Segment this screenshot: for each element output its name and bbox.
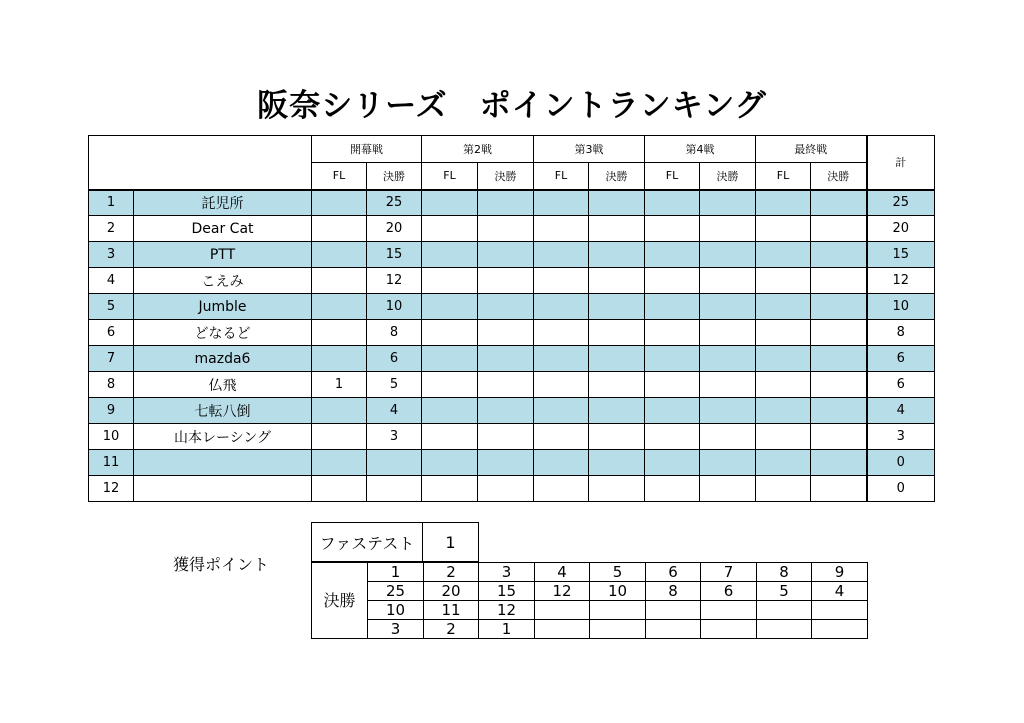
empty-cell	[534, 398, 589, 424]
team-name-cell: 山本レーシング	[134, 424, 312, 450]
empty-cell	[700, 476, 756, 502]
empty-cell	[756, 294, 811, 320]
empty-cell	[811, 424, 867, 450]
ranking-table	[88, 135, 935, 502]
points-cell: 4	[812, 582, 868, 601]
empty-cell	[811, 268, 867, 294]
empty-cell	[811, 450, 867, 476]
final-cell: 15	[367, 242, 422, 268]
table-row	[89, 398, 935, 424]
rank-cell: 3	[89, 242, 134, 268]
total-cell: 10	[867, 294, 935, 320]
round-header: 最終戦	[756, 136, 867, 163]
points-row	[312, 582, 868, 601]
empty-cell	[811, 190, 867, 216]
final-cell	[367, 450, 422, 476]
position-cell: 8	[757, 563, 812, 582]
final-cell: 5	[367, 372, 422, 398]
empty-cell	[422, 398, 478, 424]
total-cell: 6	[867, 372, 935, 398]
empty-cell	[534, 242, 589, 268]
rank-cell: 8	[89, 372, 134, 398]
empty-cell	[478, 476, 534, 502]
team-name-cell: どなるど	[134, 320, 312, 346]
rank-cell: 2	[89, 216, 134, 242]
table-row	[89, 346, 935, 372]
empty-cell	[756, 346, 811, 372]
points-cell	[757, 620, 812, 639]
fl-cell	[312, 216, 367, 242]
final-subheader: 決勝	[478, 163, 534, 190]
fl-cell	[312, 294, 367, 320]
empty-cell	[589, 216, 645, 242]
position-cell: 2	[424, 563, 479, 582]
empty-cell	[422, 346, 478, 372]
empty-cell	[534, 476, 589, 502]
final-cell: 10	[367, 294, 422, 320]
position-cell: 7	[701, 563, 757, 582]
empty-cell	[811, 476, 867, 502]
team-name-cell: 七転八倒	[134, 398, 312, 424]
team-name-cell: 託児所	[134, 190, 312, 216]
fl-cell	[312, 476, 367, 502]
position-cell: 6	[646, 563, 701, 582]
empty-cell	[756, 450, 811, 476]
fl-subheader: FL	[756, 163, 811, 190]
empty-cell	[756, 372, 811, 398]
empty-cell	[645, 450, 700, 476]
rank-cell: 12	[89, 476, 134, 502]
empty-cell	[756, 424, 811, 450]
empty-cell	[645, 372, 700, 398]
empty-cell	[422, 216, 478, 242]
empty-cell	[534, 424, 589, 450]
empty-cell	[534, 294, 589, 320]
final-cell: 12	[367, 268, 422, 294]
points-cell: 20	[424, 582, 479, 601]
final-points-table	[311, 562, 868, 639]
rank-cell: 11	[89, 450, 134, 476]
final-subheader: 決勝	[367, 163, 422, 190]
total-cell: 3	[867, 424, 935, 450]
team-name-cell: PTT	[134, 242, 312, 268]
empty-cell	[700, 398, 756, 424]
empty-cell	[422, 242, 478, 268]
total-header: 計	[867, 136, 935, 190]
points-row	[312, 620, 868, 639]
empty-cell	[478, 320, 534, 346]
empty-cell	[422, 190, 478, 216]
final-subheader: 決勝	[589, 163, 645, 190]
empty-cell	[811, 398, 867, 424]
points-label: 獲得ポイント	[173, 555, 270, 574]
team-name-cell	[134, 450, 312, 476]
empty-cell	[589, 398, 645, 424]
points-cell	[535, 620, 590, 639]
empty-cell	[645, 346, 700, 372]
final-cell: 4	[367, 398, 422, 424]
fl-cell	[312, 320, 367, 346]
position-cell: 4	[535, 563, 590, 582]
points-cell	[757, 601, 812, 620]
final-cell	[367, 476, 422, 502]
fastest-label: ファステスト	[312, 523, 423, 562]
empty-cell	[811, 346, 867, 372]
empty-cell	[700, 372, 756, 398]
team-name-cell	[134, 476, 312, 502]
team-name-cell: Dear Cat	[134, 216, 312, 242]
points-cell: 1	[479, 620, 535, 639]
empty-cell	[811, 372, 867, 398]
fl-subheader: FL	[645, 163, 700, 190]
points-cell	[701, 620, 757, 639]
header-blank	[89, 136, 312, 190]
empty-cell	[478, 398, 534, 424]
fastest-value: 1	[423, 523, 479, 562]
empty-cell	[700, 294, 756, 320]
table-row	[89, 450, 935, 476]
empty-cell	[589, 268, 645, 294]
empty-cell	[811, 242, 867, 268]
table-row	[89, 190, 935, 216]
rank-cell: 9	[89, 398, 134, 424]
fl-subheader: FL	[422, 163, 478, 190]
total-cell: 8	[867, 320, 935, 346]
fl-subheader: FL	[534, 163, 589, 190]
empty-cell	[700, 190, 756, 216]
empty-cell	[700, 242, 756, 268]
position-cell: 9	[812, 563, 868, 582]
total-cell: 12	[867, 268, 935, 294]
total-cell: 20	[867, 216, 935, 242]
empty-cell	[422, 424, 478, 450]
final-cell: 8	[367, 320, 422, 346]
fl-cell: 1	[312, 372, 367, 398]
points-cell: 11	[424, 601, 479, 620]
empty-cell	[756, 216, 811, 242]
empty-cell	[589, 242, 645, 268]
fastest-points-table	[311, 522, 479, 562]
total-cell: 6	[867, 346, 935, 372]
empty-cell	[534, 320, 589, 346]
round-header: 第3戦	[534, 136, 645, 163]
empty-cell	[422, 294, 478, 320]
points-row	[312, 601, 868, 620]
table-row	[89, 268, 935, 294]
empty-cell	[756, 320, 811, 346]
total-cell: 0	[867, 476, 935, 502]
total-cell: 4	[867, 398, 935, 424]
final-subheader: 決勝	[811, 163, 867, 190]
empty-cell	[478, 268, 534, 294]
rank-cell: 4	[89, 268, 134, 294]
fl-cell	[312, 398, 367, 424]
empty-cell	[534, 450, 589, 476]
empty-cell	[478, 190, 534, 216]
fl-cell	[312, 242, 367, 268]
empty-cell	[811, 294, 867, 320]
final-subheader: 決勝	[700, 163, 756, 190]
rank-cell: 6	[89, 320, 134, 346]
empty-cell	[756, 476, 811, 502]
points-cell	[812, 620, 868, 639]
table-row	[89, 424, 935, 450]
empty-cell	[589, 346, 645, 372]
empty-cell	[756, 242, 811, 268]
empty-cell	[645, 190, 700, 216]
empty-cell	[534, 346, 589, 372]
empty-cell	[645, 294, 700, 320]
table-row	[89, 320, 935, 346]
empty-cell	[756, 268, 811, 294]
team-name-cell: こえみ	[134, 268, 312, 294]
round-header: 第4戦	[645, 136, 756, 163]
points-cell	[535, 601, 590, 620]
points-cell	[646, 601, 701, 620]
points-cell: 8	[646, 582, 701, 601]
final-points-label: 決勝	[312, 563, 368, 639]
empty-cell	[589, 424, 645, 450]
empty-cell	[478, 450, 534, 476]
empty-cell	[645, 398, 700, 424]
empty-cell	[589, 372, 645, 398]
empty-cell	[645, 242, 700, 268]
points-cell: 12	[535, 582, 590, 601]
table-row	[89, 372, 935, 398]
points-cell	[590, 601, 646, 620]
final-cell: 6	[367, 346, 422, 372]
rank-cell: 5	[89, 294, 134, 320]
empty-cell	[589, 320, 645, 346]
empty-cell	[478, 424, 534, 450]
final-cell: 3	[367, 424, 422, 450]
rank-cell: 10	[89, 424, 134, 450]
team-name-cell: Jumble	[134, 294, 312, 320]
team-name-cell: mazda6	[134, 346, 312, 372]
empty-cell	[534, 190, 589, 216]
points-cell	[646, 620, 701, 639]
total-cell: 0	[867, 450, 935, 476]
empty-cell	[700, 424, 756, 450]
empty-cell	[422, 372, 478, 398]
empty-cell	[589, 294, 645, 320]
table-row	[89, 294, 935, 320]
empty-cell	[478, 294, 534, 320]
fl-cell	[312, 190, 367, 216]
rank-cell: 1	[89, 190, 134, 216]
rank-cell: 7	[89, 346, 134, 372]
position-cell: 1	[368, 563, 424, 582]
empty-cell	[645, 320, 700, 346]
empty-cell	[811, 320, 867, 346]
empty-cell	[700, 268, 756, 294]
points-cell: 10	[590, 582, 646, 601]
team-name-cell: 仏飛	[134, 372, 312, 398]
empty-cell	[811, 216, 867, 242]
points-cell: 3	[368, 620, 424, 639]
empty-cell	[589, 450, 645, 476]
points-cell: 5	[757, 582, 812, 601]
points-cell	[812, 601, 868, 620]
empty-cell	[478, 372, 534, 398]
total-cell: 15	[867, 242, 935, 268]
final-cell: 20	[367, 216, 422, 242]
points-cell: 6	[701, 582, 757, 601]
total-cell: 25	[867, 190, 935, 216]
empty-cell	[478, 216, 534, 242]
empty-cell	[645, 268, 700, 294]
empty-cell	[645, 424, 700, 450]
round-header: 開幕戦	[312, 136, 422, 163]
empty-cell	[534, 216, 589, 242]
empty-cell	[422, 320, 478, 346]
page-title: 阪奈シリーズ ポイントランキング	[257, 88, 767, 124]
empty-cell	[756, 190, 811, 216]
empty-cell	[700, 320, 756, 346]
empty-cell	[422, 268, 478, 294]
table-row	[89, 476, 935, 502]
points-cell	[590, 620, 646, 639]
empty-cell	[422, 476, 478, 502]
final-cell: 25	[367, 190, 422, 216]
table-row	[89, 242, 935, 268]
points-cell: 10	[368, 601, 424, 620]
empty-cell	[589, 190, 645, 216]
empty-cell	[700, 450, 756, 476]
points-cell: 2	[424, 620, 479, 639]
empty-cell	[700, 216, 756, 242]
empty-cell	[422, 450, 478, 476]
empty-cell	[756, 398, 811, 424]
points-cell: 15	[479, 582, 535, 601]
empty-cell	[534, 372, 589, 398]
fl-subheader: FL	[312, 163, 367, 190]
fl-cell	[312, 424, 367, 450]
empty-cell	[700, 346, 756, 372]
empty-cell	[645, 216, 700, 242]
position-cell: 3	[479, 563, 535, 582]
empty-cell	[534, 268, 589, 294]
position-cell: 5	[590, 563, 646, 582]
empty-cell	[589, 476, 645, 502]
table-row	[89, 216, 935, 242]
points-row	[312, 563, 868, 582]
fl-cell	[312, 450, 367, 476]
empty-cell	[478, 346, 534, 372]
points-cell	[701, 601, 757, 620]
points-cell: 25	[368, 582, 424, 601]
round-header: 第2戦	[422, 136, 534, 163]
fl-cell	[312, 268, 367, 294]
empty-cell	[645, 476, 700, 502]
fl-cell	[312, 346, 367, 372]
points-cell: 12	[479, 601, 535, 620]
empty-cell	[478, 242, 534, 268]
